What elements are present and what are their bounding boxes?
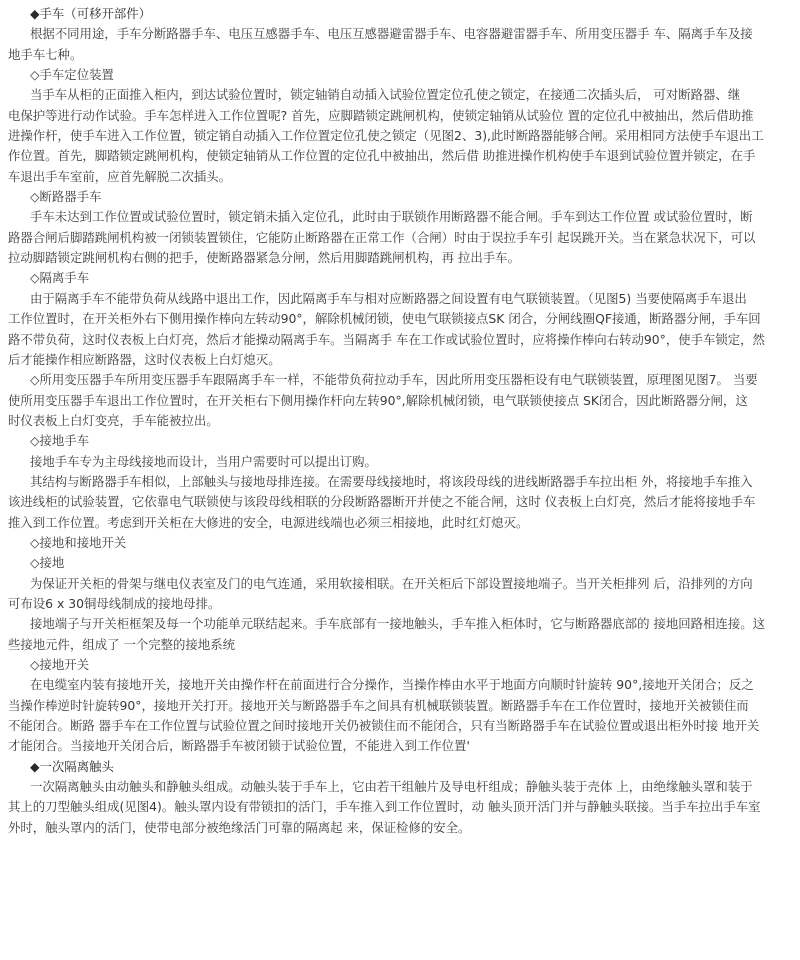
paragraph-continuation: 当操作棒逆时针旋转90°，接地开关打开。接地开关与断路器手车之间具有机械联锁装置。断路器手车在工作位置时，接地开关被锁住而	[8, 697, 749, 713]
paragraph-line: 根据不同用途，手车分断路器手车、电压互感器手车、电压互感器避雷器手车、电容器避雷器手车、所用变压器手 车、隔离手车及接	[30, 26, 753, 42]
paragraph-continuation: 其上的刀型触头组成(见图4)。触头罩内设有带锁扣的活门，手车推入到工作位置时，动 触头顶开活门并与静触头联接。当手车拉出手车室	[8, 799, 761, 815]
paragraph-continuation: 外时，触头罩内的活门，使带电部分被绝缘活门可靠的隔离起 来，保证检修的安全。	[8, 819, 471, 835]
paragraph-continuation: 工作位置时，在开关柜外右下侧用操作棒向左转动90°，解除机械闭锁，使电气联锁接点SK 闭合，分闸线圈QF接通，断路器分闸，手车回	[8, 311, 761, 327]
paragraph-line: ◇所用变压器手车所用变压器手车跟隔离手车一样，不能带负荷拉动手车，因此所用变压器柜设有电气联锁装置，原理图见图7。 当要	[30, 372, 758, 388]
subsection-heading: ◇隔离手车	[30, 270, 90, 286]
paragraph-continuation: 时仪表板上白灯变亮，手车能被拉出。	[8, 412, 219, 428]
paragraph-line: 一次隔离触头由动触头和静触头组成。动触头装于手车上，它由若干组触片及导电杆组成；静触头装于壳体 上，由绝缘触头罩和装于	[30, 779, 753, 795]
paragraph-continuation: 不能闭合。断路 器手车在工作位置与试验位置之间时接地开关仍被锁住而不能闭合，只有当断路器手车在试验位置或退出柜外时接 地开关	[8, 718, 760, 734]
paragraph-continuation: 可布设6 x 30铜母线制成的接地母排。	[8, 595, 221, 611]
paragraph-line: 由于隔离手车不能带负荷从线路中退出工作，因此隔离手车与相对应断路器之间设置有电气联锁装置。（见图5) 当要使隔离手车退出	[30, 290, 747, 306]
paragraph-line: 接地端子与开关柜框架及每一个功能单元联结起来。手车底部有一接地触头，手车推入柜体时，它与断路器底部的 接地回路相连接。这	[30, 616, 765, 632]
paragraph-continuation: 进操作杆，使手车进入工作位置，锁定销自动插入工作位置定位孔使之锁定（见图2、3),此时断路器能够合闸。采用相同方法使手车退出工	[8, 128, 764, 144]
subsection-heading: ◇接地和接地开关	[30, 534, 127, 550]
subsection-heading: ◇接地	[30, 555, 65, 571]
section-heading: ◆一次隔离触头	[30, 758, 114, 774]
paragraph-continuation: 推入到工作位置。考虑到开关柜在大修进的安全，电源进线端也必须三相接地，此时红灯熄灭。	[8, 514, 529, 530]
paragraph-line: 为保证开关柜的骨架与继电仪表室及门的电气连通，采用软接相联。在开关柜后下部设置接地端子。当开关柜排列 后，沿排列的方向	[30, 575, 753, 591]
paragraph-line: 手车未达到工作位置或试验位置时，锁定销未插入定位孔，此时由于联锁作用断路器不能合闸。手车到达工作位置 或试验位置时，断	[30, 209, 753, 225]
paragraph-continuation: 后才能操作相应断路器，这时仪表板上白灯熄灭。	[8, 351, 281, 367]
paragraph-continuation: 电保护等进行动作试验。手车怎样进入工作位置呢? 首先，应脚踏锁定跳闸机构，使锁定轴销从试验位 置的定位孔中被抽出，然后借助推	[8, 107, 754, 123]
subsection-heading: ◇手车定位装置	[30, 67, 114, 83]
paragraph-continuation: 地手车七种。	[8, 46, 83, 62]
paragraph-continuation: 路不带负荷，这时仪表板上白灯亮，然后才能操动隔离手车。当隔离手 车在工作或试验位置时，应将操作棒向右转动90°，使手车锁定，然	[8, 331, 765, 347]
paragraph-line: 在电缆室内装有接地开关，接地开关由操作杆在前面进行合分操作，当操作棒由水平于地面方向顺时针旋转 90°,接地开关闭合；反之	[30, 677, 754, 693]
subsection-heading: ◇接地开关	[30, 657, 90, 672]
paragraph-continuation: 路器合闸后脚踏跳闸机构被一闭锁装置锁住，它能防止断路器在正常工作（合闸）时由于误拉手车引 起误跳开关。当在紧急状况下，可以	[8, 229, 756, 245]
paragraph-line: 接地手车专为主母线接地而设计，当用户需要时可以提出订购。	[30, 453, 377, 469]
paragraph-continuation: 拉动脚踏锁定跳闸机构右侧的把手，使断路器紧急分闸，然后用脚踏跳闸机构，再 拉出手车。	[8, 250, 520, 266]
paragraph-continuation: 使所用变压器手车退出工作位置时，在开关柜右下侧用操作杆向左转90°,解除机械闭锁，电气联锁使接点 SK闭合，因此断路器分闸，这	[8, 392, 748, 408]
paragraph-line: 当手车从柜的正面推入柜内，到达试验位置时，锁定轴销自动插入试验位置定位孔使之锁定，在接通二次插头后， 可对断路器、继	[30, 87, 741, 103]
paragraph-continuation: 才能闭合。当接地开关闭合后，断路器手车被闭锁于试验位置，不能进入到工作位置'	[8, 738, 470, 754]
subsection-heading: ◇接地手车	[30, 433, 90, 449]
paragraph-continuation: 些接地元件，组成了 一个完整的接地系统	[8, 636, 235, 652]
paragraph-line: 其结构与断路器手车相似，上部触头与接地母排连接。在需要母线接地时，将该段母线的进线断路器手车拉出柜 外，将接地手车推入	[30, 473, 753, 489]
paragraph-continuation: 该进线柜的试验装置，它依靠电气联锁使与该段母线相联的分段断路器断开并使之不能合闸，这时 仪表板上白灯亮，然后才能将接地手车	[8, 494, 756, 510]
subsection-heading: ◇断路器手车	[30, 189, 102, 205]
section-heading: ◆手车（可移开部件）	[30, 6, 152, 21]
paragraph-continuation: 车退出手车室前，应首先解脱二次插头。	[8, 168, 232, 184]
paragraph-continuation: 作位置。首先，脚踏锁定跳闸机构，使锁定轴销从工作位置的定位孔中被抽出，然后借 助推进操作机构使手车退到试验位置并锁定，在手	[8, 148, 756, 164]
